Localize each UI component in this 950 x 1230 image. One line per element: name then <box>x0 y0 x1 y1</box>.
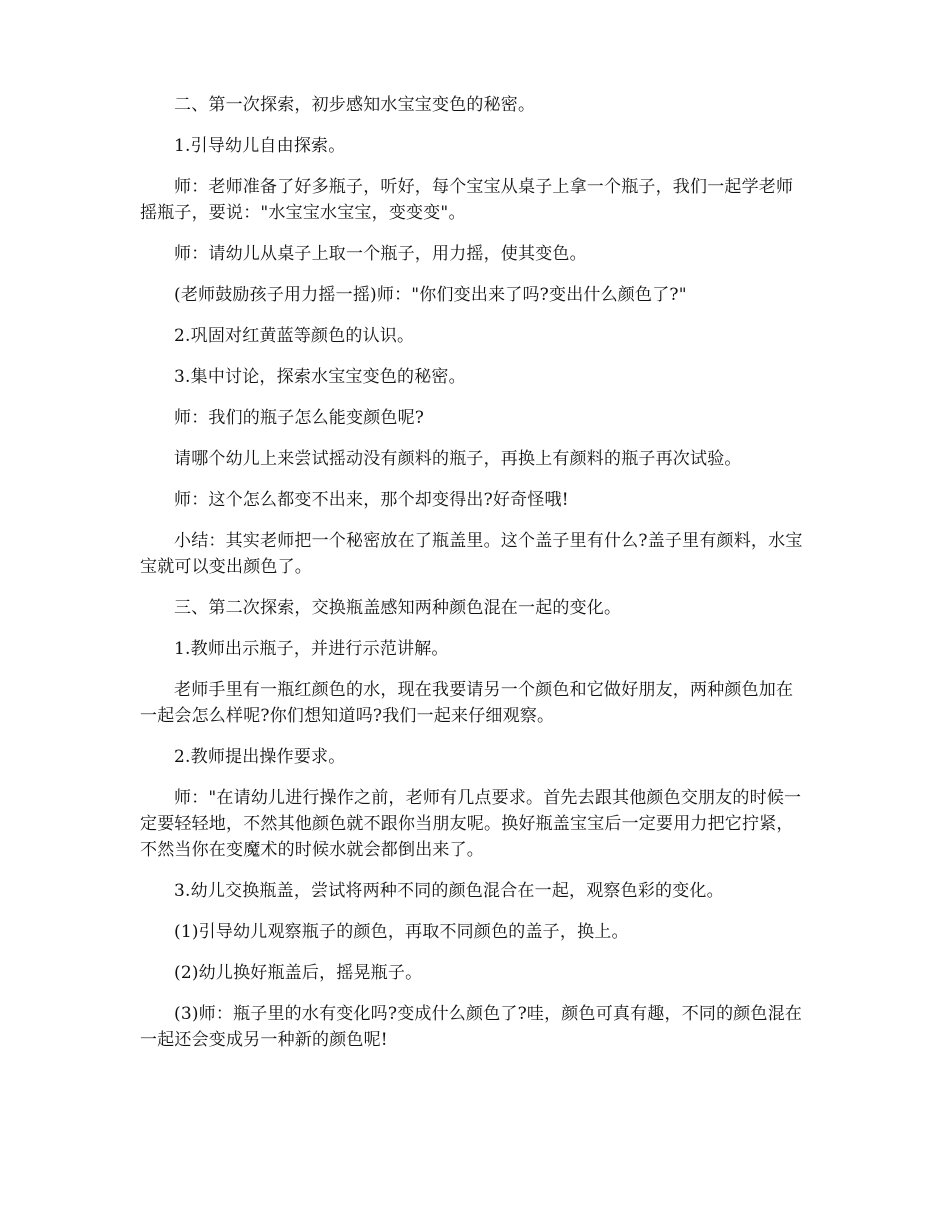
paragraph: (老师鼓励孩子用力摇一摇)师："你们变出来了吗?变出什么颜色了?" <box>174 285 687 305</box>
paragraph: (3)师：瓶子里的水有变化吗?变成什么颜色了?哇，颜色可真有趣，不同的颜色混在一起还会变成另一种新的颜色呢! <box>140 1004 803 1050</box>
paragraph: 2.巩固对红黄蓝等颜色的认识。 <box>174 326 415 346</box>
paragraph: (1)引导幼儿观察瓶子的颜色，再取不同颜色的盖子，换上。 <box>174 922 629 942</box>
paragraph: 2.教师提出操作要求。 <box>174 747 346 767</box>
paragraph: 1.引导幼儿自由探索。 <box>174 136 346 156</box>
paragraph: 三、第二次探索，交换瓶盖感知两种颜色混在一起的变化。 <box>174 598 622 618</box>
paragraph: (2)幼儿换好瓶盖后，摇晃瓶子。 <box>174 963 423 983</box>
paragraph: 师："在请幼儿进行操作之前，老师有几点要求。首先去跟其他颜色交朋友的时候一定要轻轻地，不然其他颜色就不跟你当朋友呢。换好瓶盖宝宝后一定要用力把它拧紧，不然当你在变魔术的时候水就会都倒出来了。 <box>140 788 802 860</box>
paragraph: 师：我们的瓶子怎么能变颜色呢? <box>174 408 425 428</box>
paragraph: 小结：其实老师把一个秘密放在了瓶盖里。这个盖子里有什么?盖子里有颜料，水宝宝就可以变出颜色了。 <box>140 531 803 577</box>
paragraph: 师：请幼儿从桌子上取一个瓶子，用力摇，使其变色。 <box>174 244 587 264</box>
paragraph: 师：老师准备了好多瓶子，听好，每个宝宝从桌子上拿一个瓶子，我们一起学老师摇瓶子，要说："水宝宝水宝宝，变变变"。 <box>140 177 794 223</box>
paragraph: 请哪个幼儿上来尝试摇动没有颜料的瓶子，再换上有颜料的瓶子再次试验。 <box>174 449 742 469</box>
paragraph: 3.幼儿交换瓶盖，尝试将两种不同的颜色混合在一起，观察色彩的变化。 <box>174 881 724 901</box>
paragraph: 师：这个怎么都变不出来，那个却变得出?好奇怪哦! <box>174 490 569 510</box>
paragraph: 老师手里有一瓶红颜色的水，现在我要请另一个颜色和它做好朋友，两种颜色加在一起会怎么样呢?你们想知道吗?我们一起来仔细观察。 <box>140 680 794 726</box>
paragraph: 1.教师出示瓶子，并进行示范讲解。 <box>174 639 449 659</box>
paragraph: 3.集中讨论，探索水宝宝变色的秘密。 <box>174 367 466 387</box>
paragraph: 二、第一次探索，初步感知水宝宝变色的秘密。 <box>174 95 536 115</box>
